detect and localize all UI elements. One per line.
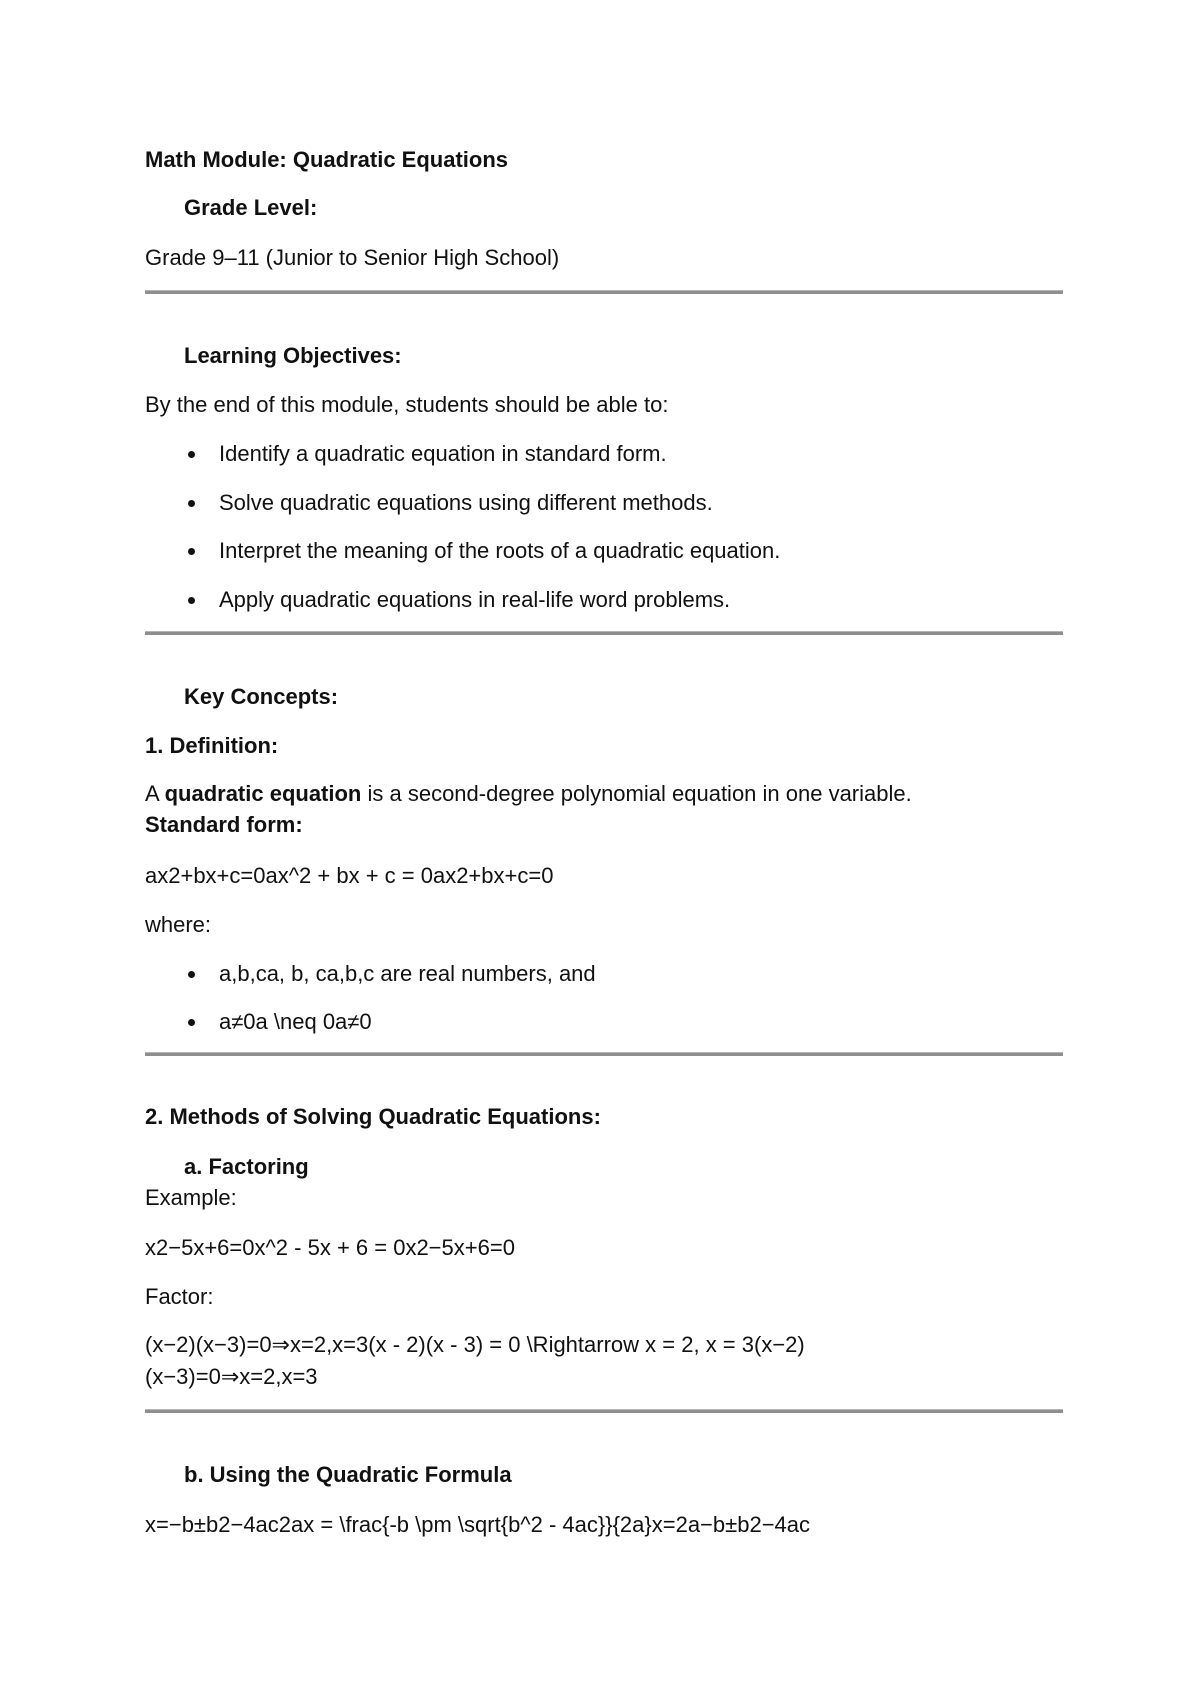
example-equation: x2−5x+6=0x^2 - 5x + 6 = 0x2−5x+6=0 <box>145 1235 515 1260</box>
document-title: Math Module: Quadratic Equations <box>145 147 509 172</box>
example-label: Example: <box>145 1185 237 1210</box>
objective-item: Identify a quadratic equation in standard form. <box>219 441 667 466</box>
divider <box>145 1052 1063 1056</box>
definition-suffix: is a second-degree polynomial equation in one variable. <box>361 781 912 806</box>
standard-form-equation: ax2+bx+c=0ax^2 + bx + c = 0ax2+bx+c=0 <box>145 863 554 888</box>
standard-form-label: Standard form: <box>145 812 303 837</box>
divider <box>145 290 1063 294</box>
objective-item: Solve quadratic equations using different methods. <box>219 490 713 515</box>
grade-level-text: Grade 9–11 (Junior to Senior High School) <box>145 245 560 270</box>
condition-item: a,b,ca, b, ca,b,c are real numbers, and <box>219 961 596 986</box>
grade-level-heading: Grade Level: <box>184 195 318 220</box>
objectives-intro: By the end of this module, students should be able to: <box>145 392 669 417</box>
bullet-icon <box>188 1019 195 1026</box>
condition-item: a≠0a \neq 0a≠0 <box>219 1009 372 1034</box>
objective-item: Apply quadratic equations in real-life word problems. <box>219 587 731 612</box>
definition-heading: 1. Definition: <box>145 733 279 758</box>
bullet-icon <box>188 451 195 458</box>
divider <box>145 631 1063 635</box>
quadratic-formula-equation: x=−b±b2−4ac2ax = \frac{-b \pm \sqrt{b^2 - 4ac}}{2a}x=2a−b±b2−4ac <box>145 1512 811 1537</box>
objective-item: Interpret the meaning of the roots of a quadratic equation. <box>219 538 781 563</box>
quadratic-formula-heading: b. Using the Quadratic Formula <box>184 1462 512 1487</box>
definition-prefix: A <box>145 781 165 806</box>
bullet-icon <box>188 500 195 507</box>
definition-text <box>145 780 912 808</box>
bullet-icon <box>188 971 195 978</box>
objectives-heading: Learning Objectives: <box>184 343 402 368</box>
factor-label: Factor: <box>145 1284 214 1309</box>
methods-heading: 2. Methods of Solving Quadratic Equations: <box>145 1104 601 1129</box>
key-concepts-heading: Key Concepts: <box>184 684 339 709</box>
factoring-heading: a. Factoring <box>184 1154 309 1179</box>
definition-term: quadratic equation <box>164 781 362 806</box>
factor-equation-line-2: (x−3)=0⇒x=2,x=3 <box>145 1364 318 1389</box>
factor-equation-line-1: (x−2)(x−3)=0⇒x=2,x=3(x - 2)(x - 3) = 0 \Rightarrow x = 2, x = 3(x−2) <box>145 1332 805 1357</box>
bullet-icon <box>188 548 195 555</box>
where-label: where: <box>145 912 212 937</box>
divider <box>145 1409 1063 1413</box>
bullet-icon <box>188 597 195 604</box>
